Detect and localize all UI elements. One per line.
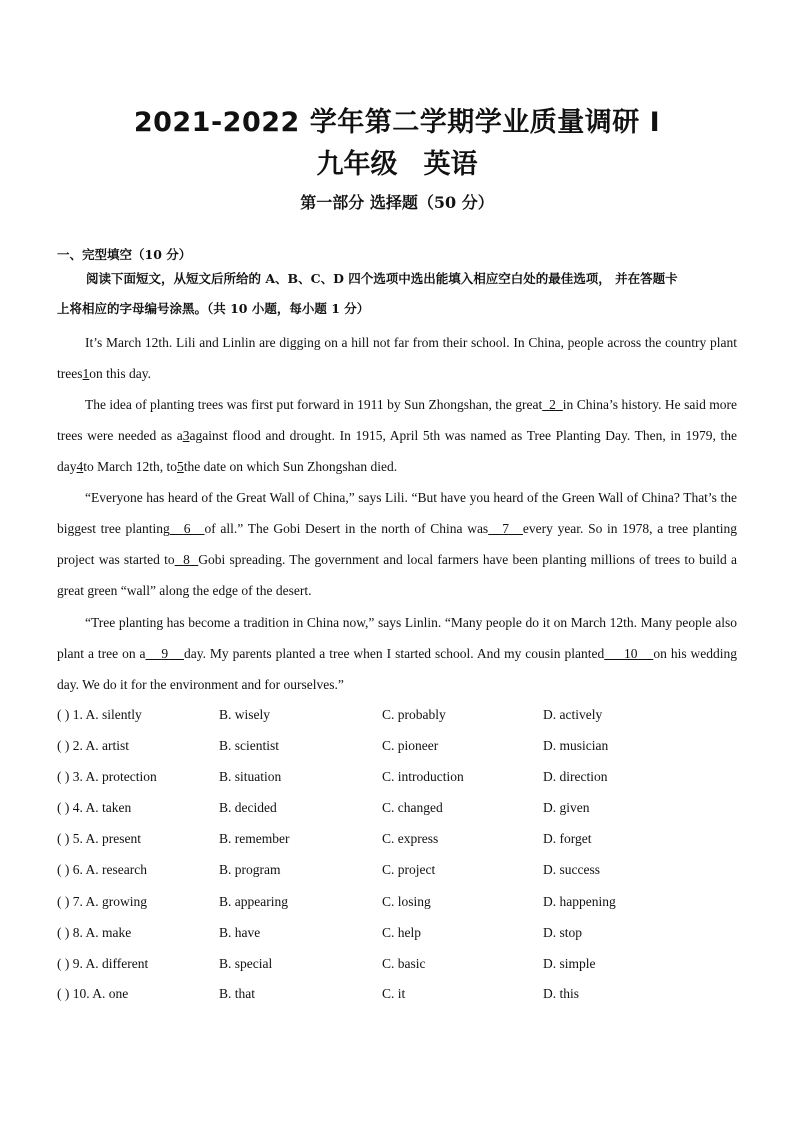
question-stem: ( ) 2. A. artist [57, 738, 129, 753]
blank-10: 10 [624, 646, 638, 661]
option-c: C. losing [382, 894, 431, 909]
grade-label: 九年级 [316, 149, 398, 180]
question-stem: ( ) 8. A. make [57, 925, 132, 940]
option-b: B. program [219, 862, 281, 877]
question-row-1 [57, 707, 747, 729]
option-b: B. scientist [219, 738, 279, 753]
question-row-4 [57, 800, 747, 822]
part-heading: 第一部分 选择题（50 分） [300, 193, 494, 212]
option-c: C. basic [382, 956, 426, 971]
question-stem: ( ) 6. A. research [57, 862, 147, 877]
blank-2: 2 [549, 397, 556, 412]
question-row-9 [57, 956, 747, 978]
option-d: D. stop [543, 925, 583, 940]
option-c: C. pioneer [382, 738, 439, 753]
passage-paragraph-3: “Everyone has heard of the Great Wall of China,” says Lili. “But have you heard of the Green Wall of China? That’s the biggest tree planting 6 of all.” The Gobi Desert in the north of China was 7 every year. So in 1978, a tree planting project was started to 8 Gobi spreading. The government and local farmers have been planting millions of trees to build a great green “wall” along the edge of the desert. [57, 490, 738, 598]
blank-4: 4 [76, 459, 84, 474]
question-stem: ( ) 7. A. growing [57, 894, 147, 909]
option-d: D. direction [543, 769, 608, 784]
instruction-line-1: 阅读下面短文，从短文后所给的 A、B、C、D 四个选项中选出能填入相应空白处的最佳选项， 并在答题卡 [86, 271, 678, 286]
option-b: B. wisely [219, 707, 271, 722]
blank-8: 8 [183, 552, 190, 567]
option-b: B. situation [219, 769, 282, 784]
subject-label: 英语 [423, 149, 478, 180]
blank-5: 5 [177, 459, 184, 474]
blank-6: 6 [183, 521, 191, 536]
option-b: B. special [219, 956, 273, 971]
blank-9: 9 [161, 646, 169, 661]
question-row-8 [57, 925, 747, 947]
passage-paragraph-2: The idea of planting trees was first put forward in 1911 by Sun Zhongshan, the great 2 in China’s history. He said more trees were needed as a3against flood and drought. In 1915, April 5th was named as Tree Planting Day. Then, in 1979, the day4to March 12th, to5the date on which Sun Zhongshan died. [57, 397, 738, 474]
option-c: C. help [382, 925, 421, 940]
question-stem: ( ) 4. A. taken [57, 800, 132, 815]
question-stem: ( ) 1. A. silently [57, 707, 142, 722]
option-c: C. it [382, 986, 406, 1001]
question-row-7 [57, 894, 747, 916]
question-stem: ( ) 10. A. one [57, 986, 129, 1001]
option-b: B. remember [219, 831, 290, 846]
option-c: C. project [382, 862, 436, 877]
question-row-2 [57, 738, 747, 760]
option-c: C. probably [382, 707, 446, 722]
option-d: D. forget [543, 831, 592, 846]
question-row-3 [57, 769, 747, 791]
blank-1: 1 [82, 366, 90, 381]
option-b: B. that [219, 986, 255, 1001]
option-b: B. appearing [219, 894, 288, 909]
option-c: C. introduction [382, 769, 464, 784]
option-d: D. actively [543, 707, 603, 722]
instruction-line-2: 上将相应的字母编号涂黑。（共 10 小题，每小题 1 分） [57, 301, 370, 316]
option-c: C. changed [382, 800, 443, 815]
section-heading: 一、完型填空（10 分） [57, 247, 192, 262]
question-stem: ( ) 5. A. present [57, 831, 141, 846]
option-c: C. express [382, 831, 439, 846]
grade-subject-line [0, 142, 794, 181]
option-d: D. success [543, 862, 600, 877]
question-stem: ( ) 3. A. protection [57, 769, 157, 784]
option-d: D. simple [543, 956, 596, 971]
exam-title: 2021-2022 学年第二学期学业质量调研 I [133, 107, 661, 138]
option-d: D. musician [543, 738, 609, 753]
question-row-10 [57, 986, 747, 1008]
blank-7: 7 [502, 521, 509, 536]
option-b: B. decided [219, 800, 277, 815]
blank-3: 3 [182, 428, 190, 443]
option-d: D. happening [543, 894, 616, 909]
question-row-6 [57, 862, 747, 884]
option-d: D. given [543, 800, 590, 815]
question-stem: ( ) 9. A. different [57, 956, 149, 971]
passage-paragraph-4: “Tree planting has become a tradition in China now,” says Linlin. “Many people do it on March 12th. Many people also plant a tree on a 9 day. My parents planted a tree when I started school. And my cousin planted 10 on his wedding day. We do it for the environment and for ourselves.” [57, 615, 738, 692]
option-b: B. have [219, 925, 261, 940]
option-d: D. this [543, 986, 580, 1001]
passage-paragraph-1: It’s March 12th. Lili and Linlin are digging on a hill not far from their school. In China, people across the country plant trees1on this day. [57, 335, 737, 381]
question-row-5 [57, 831, 747, 853]
